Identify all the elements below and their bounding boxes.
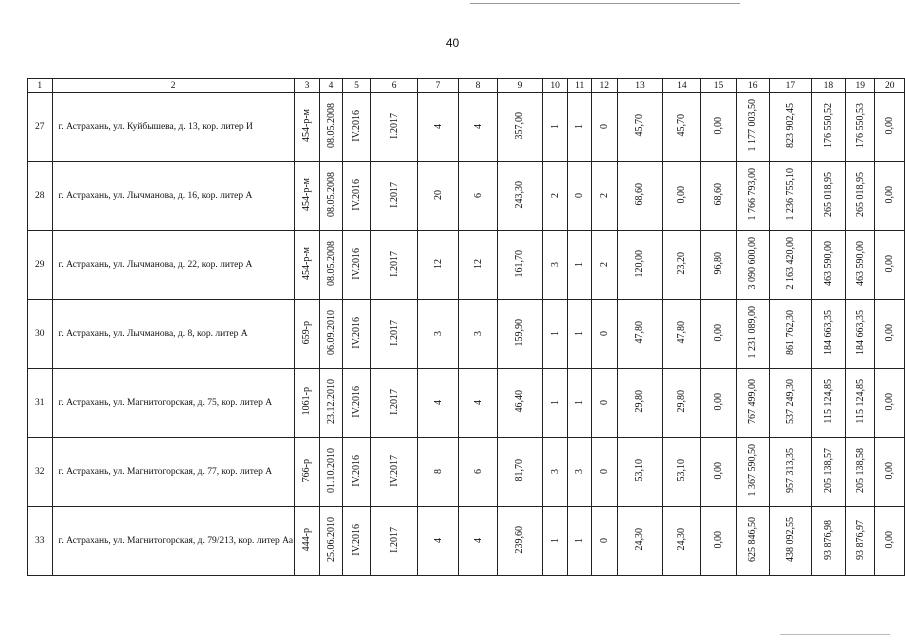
area-total-cell <box>498 507 543 576</box>
flats-total: 3 <box>549 262 561 267</box>
cost-region-cell <box>811 438 845 507</box>
residents-total-cell <box>418 507 459 576</box>
flats-private: 0 <box>598 331 610 336</box>
cost-local-cell <box>846 231 875 300</box>
order-date: 01.10.2010 <box>325 448 337 493</box>
scan-artifact-top <box>470 3 740 4</box>
cost-total: 767 499,00 <box>747 379 759 424</box>
order-number-cell <box>294 438 320 507</box>
cost-region: 93 876,98 <box>822 519 834 560</box>
flats-municipal: 0 <box>574 193 586 198</box>
residents-total: 4 <box>432 538 444 543</box>
area-private-cell <box>701 300 736 369</box>
column-header: 13 <box>617 79 663 93</box>
start-quarter-cell <box>342 507 370 576</box>
cost-fund: 823 902,45 <box>784 103 796 148</box>
area-private: 0,00 <box>713 461 725 480</box>
area-municipal: 45,70 <box>676 114 688 137</box>
end-quarter-cell <box>371 162 418 231</box>
order-number: 444-р <box>301 527 313 552</box>
cost-fund: 861 762,30 <box>784 310 796 355</box>
cost-region: 184 663,35 <box>822 310 834 355</box>
flats-total-cell <box>542 162 568 231</box>
address-cell: г. Астрахань, ул. Лычманова, д. 22, кор. литер А <box>52 231 294 300</box>
flats-municipal-cell <box>568 231 592 300</box>
order-number: 1061-р <box>301 387 313 416</box>
area-municipal: 29,80 <box>676 390 688 413</box>
cost-local: 115 124,85 <box>854 379 866 424</box>
end-quarter: I.2017 <box>388 319 400 346</box>
residents-relocated-cell <box>459 300 498 369</box>
column-header: 6 <box>371 79 418 93</box>
area-private: 68,60 <box>713 183 725 206</box>
cost-other: 0,00 <box>884 530 896 549</box>
flats-municipal: 1 <box>574 538 586 543</box>
area-private-cell <box>701 438 736 507</box>
area-total-cell <box>498 93 543 162</box>
flats-private: 2 <box>598 262 610 267</box>
order-date: 08.05.2008 <box>325 241 337 286</box>
cost-other-cell <box>875 162 905 231</box>
flats-municipal-cell <box>568 93 592 162</box>
cost-fund: 1 236 755,10 <box>784 168 796 221</box>
cost-local-cell <box>846 438 875 507</box>
area-relocated: 120,00 <box>634 249 646 278</box>
end-quarter: IV.2017 <box>388 454 400 487</box>
start-quarter-cell <box>342 231 370 300</box>
cost-fund-cell <box>769 93 811 162</box>
column-header: 11 <box>568 79 592 93</box>
flats-private-cell <box>592 369 618 438</box>
area-private-cell <box>701 162 736 231</box>
table-row <box>28 369 905 438</box>
residents-relocated: 4 <box>472 538 484 543</box>
start-quarter-cell <box>342 300 370 369</box>
address-cell: г. Астрахань, ул. Магнитогорская, д. 77, кор. литер А <box>52 438 294 507</box>
area-relocated-cell <box>617 231 663 300</box>
table-row <box>28 300 905 369</box>
area-municipal: 24,30 <box>676 528 688 551</box>
flats-municipal-cell <box>568 300 592 369</box>
address-cell: г. Астрахань, ул. Куйбышева, д. 13, кор. литер И <box>52 93 294 162</box>
end-quarter-cell <box>371 369 418 438</box>
scan-artifact-bottom <box>780 634 890 635</box>
residents-relocated: 12 <box>472 258 484 269</box>
area-relocated-cell <box>617 438 663 507</box>
residents-relocated-cell <box>459 369 498 438</box>
residents-total-cell <box>418 162 459 231</box>
area-total-cell <box>498 231 543 300</box>
end-quarter-cell <box>371 438 418 507</box>
residents-relocated: 4 <box>472 400 484 405</box>
cost-total: 1 367 590,50 <box>747 444 759 497</box>
start-quarter: IV.2016 <box>351 385 363 418</box>
area-relocated: 45,70 <box>634 114 646 137</box>
cost-total: 1 231 089,00 <box>747 306 759 359</box>
area-relocated-cell <box>617 162 663 231</box>
end-quarter: I.2017 <box>388 112 400 139</box>
area-private-cell <box>701 369 736 438</box>
cost-fund-cell <box>769 369 811 438</box>
area-total-cell <box>498 369 543 438</box>
cost-other-cell <box>875 93 905 162</box>
order-number-cell <box>294 93 320 162</box>
table-row <box>28 93 905 162</box>
start-quarter: IV.2016 <box>351 454 363 487</box>
cost-local: 176 550,53 <box>854 103 866 148</box>
flats-municipal-cell <box>568 369 592 438</box>
end-quarter-cell <box>371 93 418 162</box>
start-quarter-cell <box>342 162 370 231</box>
area-municipal: 0,00 <box>676 185 688 204</box>
flats-private-cell <box>592 93 618 162</box>
order-number-cell <box>294 162 320 231</box>
column-header: 20 <box>875 79 905 93</box>
cost-total: 3 090 600,00 <box>747 237 759 290</box>
order-date: 25.06.2010 <box>325 517 337 562</box>
column-header: 7 <box>418 79 459 93</box>
table-row <box>28 507 905 576</box>
start-quarter-cell <box>342 438 370 507</box>
order-number: 454-р-м <box>301 178 313 211</box>
cost-total-cell <box>736 231 769 300</box>
flats-private-cell <box>592 300 618 369</box>
order-number: 766-р <box>301 458 313 483</box>
flats-private: 2 <box>598 193 610 198</box>
start-quarter: IV.2016 <box>351 316 363 349</box>
residents-relocated-cell <box>459 438 498 507</box>
cost-local: 265 018,95 <box>854 172 866 217</box>
end-quarter-cell <box>371 231 418 300</box>
cost-total: 1 177 003,50 <box>747 99 759 152</box>
residents-total-cell <box>418 300 459 369</box>
cost-total-cell <box>736 93 769 162</box>
cost-region: 205 138,57 <box>822 448 834 493</box>
address-cell: г. Астрахань, ул. Магнитогорская, д. 79/213, кор. литер Аа <box>52 507 294 576</box>
order-date-cell <box>320 438 343 507</box>
column-header: 17 <box>769 79 811 93</box>
area-private-cell <box>701 93 736 162</box>
cost-other: 0,00 <box>884 185 896 204</box>
start-quarter: IV.2016 <box>351 109 363 142</box>
cost-total-cell <box>736 300 769 369</box>
cost-other: 0,00 <box>884 323 896 342</box>
cost-other-cell <box>875 300 905 369</box>
order-number: 659-р <box>301 320 313 345</box>
flats-municipal-cell <box>568 507 592 576</box>
residents-total: 12 <box>432 258 444 269</box>
cost-local-cell <box>846 93 875 162</box>
area-relocated-cell <box>617 507 663 576</box>
flats-total-cell <box>542 231 568 300</box>
flats-private-cell <box>592 231 618 300</box>
column-header: 2 <box>52 79 294 93</box>
flats-total-cell <box>542 507 568 576</box>
start-quarter: IV.2016 <box>351 247 363 280</box>
flats-municipal: 1 <box>574 400 586 405</box>
column-header: 18 <box>811 79 845 93</box>
area-municipal-cell <box>663 300 701 369</box>
residents-total: 8 <box>432 469 444 474</box>
cost-region-cell <box>811 369 845 438</box>
flats-total-cell <box>542 438 568 507</box>
flats-private: 0 <box>598 538 610 543</box>
area-municipal: 53,10 <box>676 459 688 482</box>
residents-relocated: 6 <box>472 193 484 198</box>
order-date: 08.05.2008 <box>325 172 337 217</box>
residents-relocated-cell <box>459 162 498 231</box>
area-municipal: 47,80 <box>676 321 688 344</box>
order-date-cell <box>320 162 343 231</box>
cost-total: 1 766 793,00 <box>747 168 759 221</box>
residents-relocated: 4 <box>472 124 484 129</box>
residents-relocated-cell <box>459 231 498 300</box>
order-date-cell <box>320 369 343 438</box>
order-number-cell <box>294 507 320 576</box>
table-row <box>28 438 905 507</box>
start-quarter-cell <box>342 93 370 162</box>
order-date-cell <box>320 231 343 300</box>
row-number: 27 <box>28 93 53 162</box>
order-number: 454-р-м <box>301 247 313 280</box>
residents-total-cell <box>418 438 459 507</box>
table-row <box>28 162 905 231</box>
cost-local: 184 663,35 <box>854 310 866 355</box>
area-total: 243,30 <box>514 180 526 209</box>
flats-total: 2 <box>549 193 561 198</box>
flats-private: 0 <box>598 469 610 474</box>
column-header: 16 <box>736 79 769 93</box>
column-header: 14 <box>663 79 701 93</box>
area-relocated: 29,80 <box>634 390 646 413</box>
flats-private-cell <box>592 162 618 231</box>
area-private-cell <box>701 231 736 300</box>
register-table <box>27 78 905 576</box>
cost-fund-cell <box>769 231 811 300</box>
column-header: 15 <box>701 79 736 93</box>
area-total-cell <box>498 162 543 231</box>
address-cell: г. Астрахань, ул. Магнитогорская, д. 75, кор. литер А <box>52 369 294 438</box>
cost-region-cell <box>811 162 845 231</box>
address-cell: г. Астрахань, ул. Лычманова, д. 16, кор. литер А <box>52 162 294 231</box>
column-header: 12 <box>592 79 618 93</box>
cost-region: 176 550,52 <box>822 103 834 148</box>
area-municipal-cell <box>663 438 701 507</box>
row-number: 33 <box>28 507 53 576</box>
start-quarter-cell <box>342 369 370 438</box>
area-private: 0,00 <box>713 530 725 549</box>
area-total: 159,90 <box>514 318 526 347</box>
area-municipal-cell <box>663 369 701 438</box>
address-cell: г. Астрахань, ул. Лычманова, д. 8, кор. литер А <box>52 300 294 369</box>
row-number: 30 <box>28 300 53 369</box>
page-number: 40 <box>445 36 460 50</box>
cost-local: 205 138,58 <box>854 448 866 493</box>
column-header: 1 <box>28 79 53 93</box>
order-date-cell <box>320 507 343 576</box>
area-total-cell <box>498 300 543 369</box>
cost-fund: 438 092,55 <box>784 517 796 562</box>
column-header: 8 <box>459 79 498 93</box>
area-total: 161,70 <box>514 249 526 278</box>
flats-total: 1 <box>549 400 561 405</box>
column-header: 10 <box>542 79 568 93</box>
end-quarter-cell <box>371 507 418 576</box>
end-quarter: I.2017 <box>388 181 400 208</box>
area-relocated-cell <box>617 300 663 369</box>
column-header: 4 <box>320 79 343 93</box>
residents-relocated: 3 <box>472 331 484 336</box>
flats-private: 0 <box>598 400 610 405</box>
cost-fund: 537 249,30 <box>784 379 796 424</box>
row-number: 28 <box>28 162 53 231</box>
flats-municipal: 3 <box>574 469 586 474</box>
area-relocated: 53,10 <box>634 459 646 482</box>
cost-local-cell <box>846 300 875 369</box>
area-total: 239,60 <box>514 525 526 554</box>
end-quarter: I.2017 <box>388 526 400 553</box>
flats-municipal-cell <box>568 438 592 507</box>
cost-region: 463 590,00 <box>822 241 834 286</box>
column-header: 3 <box>294 79 320 93</box>
cost-other: 0,00 <box>884 392 896 411</box>
area-total-cell <box>498 438 543 507</box>
area-private: 96,80 <box>713 252 725 275</box>
area-total: 81,70 <box>514 459 526 482</box>
flats-total-cell <box>542 93 568 162</box>
cost-fund-cell <box>769 300 811 369</box>
flats-municipal: 1 <box>574 262 586 267</box>
flats-total: 1 <box>549 124 561 129</box>
row-number: 29 <box>28 231 53 300</box>
area-municipal-cell <box>663 231 701 300</box>
area-private-cell <box>701 507 736 576</box>
area-private: 0,00 <box>713 323 725 342</box>
start-quarter: IV.2016 <box>351 523 363 556</box>
cost-region-cell <box>811 231 845 300</box>
table-row <box>28 231 905 300</box>
residents-relocated-cell <box>459 93 498 162</box>
area-relocated: 68,60 <box>634 183 646 206</box>
cost-fund-cell <box>769 507 811 576</box>
flats-private-cell <box>592 507 618 576</box>
row-number: 31 <box>28 369 53 438</box>
residents-total-cell <box>418 231 459 300</box>
cost-region-cell <box>811 300 845 369</box>
cost-other: 0,00 <box>884 116 896 135</box>
cost-other: 0,00 <box>884 461 896 480</box>
area-relocated: 24,30 <box>634 528 646 551</box>
end-quarter-cell <box>371 300 418 369</box>
cost-fund-cell <box>769 162 811 231</box>
cost-total-cell <box>736 438 769 507</box>
order-date: 23.12.2010 <box>325 379 337 424</box>
cost-region: 265 018,95 <box>822 172 834 217</box>
order-number-cell <box>294 369 320 438</box>
flats-private: 0 <box>598 124 610 129</box>
area-private: 0,00 <box>713 392 725 411</box>
order-date: 06.09.2010 <box>325 310 337 355</box>
order-number-cell <box>294 231 320 300</box>
residents-total: 20 <box>432 189 444 200</box>
residents-total-cell <box>418 93 459 162</box>
area-relocated-cell <box>617 369 663 438</box>
flats-total-cell <box>542 300 568 369</box>
area-total: 357,00 <box>514 111 526 140</box>
order-date-cell <box>320 93 343 162</box>
flats-municipal-cell <box>568 162 592 231</box>
cost-other-cell <box>875 438 905 507</box>
start-quarter: IV.2016 <box>351 178 363 211</box>
residents-total-cell <box>418 369 459 438</box>
column-header: 19 <box>846 79 875 93</box>
flats-municipal: 1 <box>574 124 586 129</box>
cost-fund: 957 313,35 <box>784 448 796 493</box>
cost-total-cell <box>736 369 769 438</box>
cost-fund-cell <box>769 438 811 507</box>
cost-local-cell <box>846 162 875 231</box>
cost-local: 463 590,00 <box>854 241 866 286</box>
end-quarter: I.2017 <box>388 250 400 277</box>
residents-relocated-cell <box>459 507 498 576</box>
flats-total: 1 <box>549 331 561 336</box>
area-municipal-cell <box>663 507 701 576</box>
area-relocated: 47,80 <box>634 321 646 344</box>
area-total: 46,40 <box>514 390 526 413</box>
row-number: 32 <box>28 438 53 507</box>
flats-total-cell <box>542 369 568 438</box>
cost-other-cell <box>875 369 905 438</box>
cost-local: 93 876,97 <box>854 519 866 560</box>
order-date: 08.05.2008 <box>325 103 337 148</box>
residents-total: 3 <box>432 331 444 336</box>
area-relocated-cell <box>617 93 663 162</box>
cost-other-cell <box>875 231 905 300</box>
cost-local-cell <box>846 507 875 576</box>
residents-total: 4 <box>432 400 444 405</box>
cost-other-cell <box>875 507 905 576</box>
cost-total-cell <box>736 162 769 231</box>
flats-municipal: 1 <box>574 331 586 336</box>
cost-region: 115 124,85 <box>822 379 834 424</box>
end-quarter: I.2017 <box>388 388 400 415</box>
cost-region-cell <box>811 93 845 162</box>
table-body <box>28 93 905 576</box>
column-header: 9 <box>498 79 543 93</box>
cost-total-cell <box>736 507 769 576</box>
cost-other: 0,00 <box>884 254 896 273</box>
cost-fund: 2 163 420,00 <box>784 237 796 290</box>
order-number-cell <box>294 300 320 369</box>
area-private: 0,00 <box>713 116 725 135</box>
flats-total: 1 <box>549 538 561 543</box>
cost-region-cell <box>811 507 845 576</box>
cost-total: 625 846,50 <box>747 517 759 562</box>
order-number: 454-р-м <box>301 109 313 142</box>
area-municipal-cell <box>663 93 701 162</box>
area-municipal: 23,20 <box>676 252 688 275</box>
cost-local-cell <box>846 369 875 438</box>
column-header: 5 <box>342 79 370 93</box>
flats-private-cell <box>592 438 618 507</box>
flats-total: 3 <box>549 469 561 474</box>
residents-relocated: 6 <box>472 469 484 474</box>
order-date-cell <box>320 300 343 369</box>
area-municipal-cell <box>663 162 701 231</box>
column-number-row <box>28 79 905 93</box>
residents-total: 4 <box>432 124 444 129</box>
